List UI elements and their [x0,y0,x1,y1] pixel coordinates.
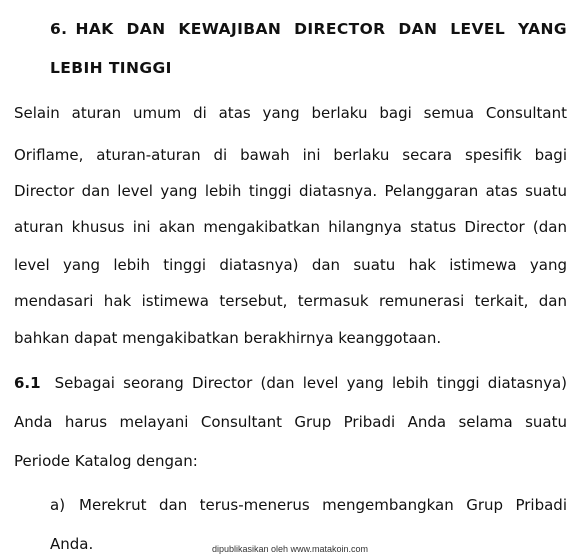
intro-line-7: bahkan dapat mengakibatkan berakhirnya keanggotaan. [14,329,442,347]
intro-line-2: Oriflame, aturan-aturan di bawah ini berlaku secara spesifik bagi [14,146,567,164]
subsection-text-1: Sebagai seorang Director (dan level yang lebih tinggi diatasnya) [54,374,567,392]
publisher-footer: dipublikasikan oleh www.matakoin.com [211,544,369,554]
intro-line-5: level yang lebih tinggi diatasnya) dan suatu hak istimewa yang [14,256,567,274]
list-item-a [50,496,567,514]
subsection-line-3: Periode Katalog dengan: [14,452,198,470]
intro-line-3: Director dan level yang lebih tinggi diatasnya. Pelanggaran atas suatu [14,182,567,200]
intro-line-6: mendasari hak istimewa tersebut, termasuk remunerasi terkait, dan [14,292,567,310]
section-heading [50,20,567,38]
section-number: 6. [50,20,68,38]
section-title-line-2: LEBIH TINGGI [50,59,172,77]
subsection-line-2: Anda harus melayani Consultant Grup Pribadi Anda selama suatu [14,413,567,431]
list-item-text-2: Anda. [50,535,94,553]
intro-line-1: Selain aturan umum di atas yang berlaku bagi semua Consultant [14,104,567,122]
section-title-line-1: HAK DAN KEWAJIBAN DIRECTOR DAN LEVEL YANG [75,20,567,38]
subsection-number: 6.1 [14,374,41,392]
intro-line-4: aturan khusus ini akan mengakibatkan hilangnya status Director (dan [14,218,567,236]
subsection-line-1 [14,374,567,392]
list-item-text-1: Merekrut dan terus-menerus mengembangkan Grup Pribadi [79,496,567,514]
list-item-label: a) [50,496,66,514]
